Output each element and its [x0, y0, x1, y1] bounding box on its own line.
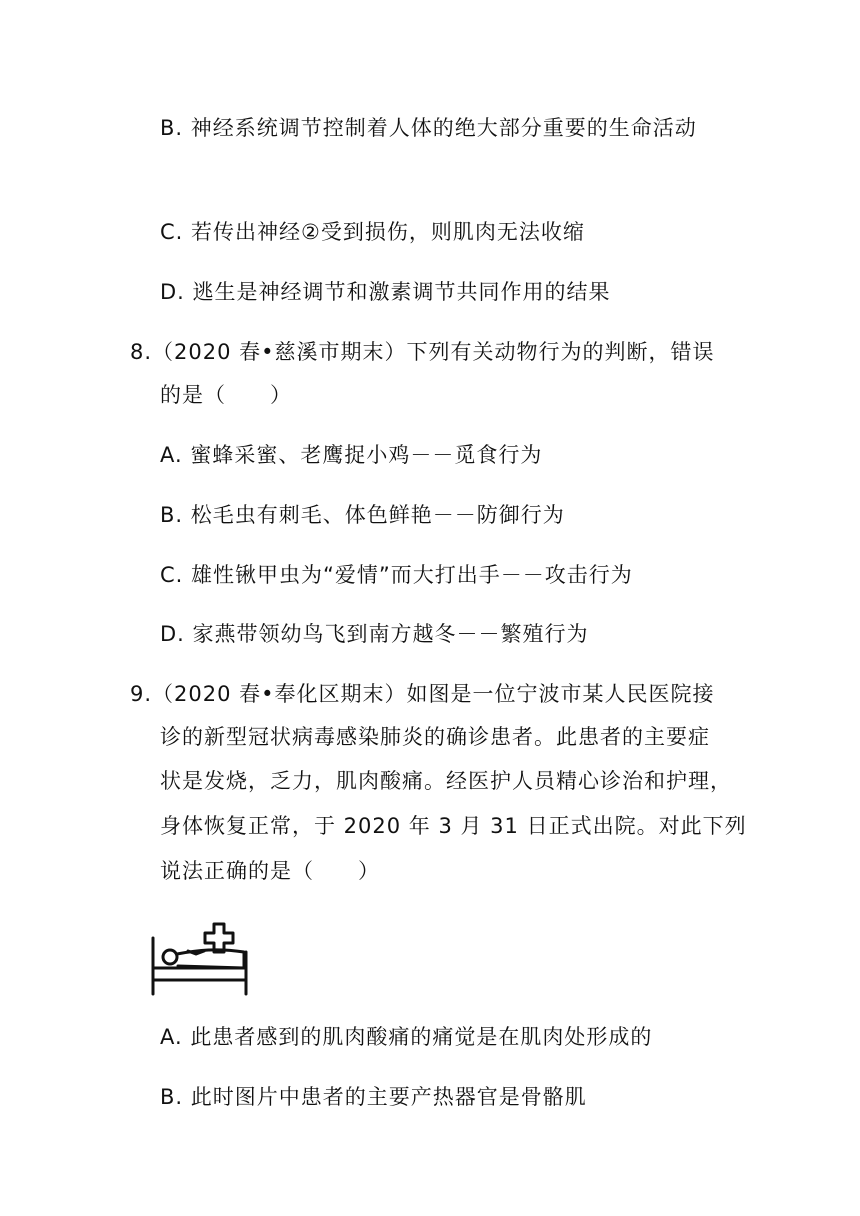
q8-stem-line-2: 的是（ ）: [160, 383, 292, 407]
q8-option-d: D. 家燕带领幼鸟飞到南方越冬－－繁殖行为: [160, 622, 589, 646]
q9-stem-line-1: 9.（2020 春•奉化区期末）如图是一位宁波市某人民医院接: [130, 682, 715, 706]
q9-option-b: B. 此时图片中患者的主要产热器官是骨骼肌: [160, 1085, 587, 1109]
q9-stem-line-4: 身体恢复正常，于 2020 年 3 月 31 日正式出院。对此下列: [160, 814, 747, 838]
hospital-bed-patient-icon: [148, 920, 252, 998]
q8-stem-line-1: 8.（2020 春•慈溪市期末）下列有关动物行为的判断，错误: [130, 340, 715, 364]
q9-stem-line-5: 说法正确的是（ ）: [160, 859, 380, 883]
q9-option-a: A. 此患者感到的肌肉酸痛的痛觉是在肌肉处形成的: [160, 1025, 653, 1049]
q8-option-a: A. 蜜蜂采蜜、老鹰捉小鸡－－觅食行为: [160, 443, 543, 467]
q8-option-b: B. 松毛虫有刺毛、体色鲜艳－－防御行为: [160, 503, 565, 527]
q9-stem-line-3: 状是发烧，乏力，肌肉酸痛。经医护人员精心诊治和护理，: [160, 769, 732, 793]
q8-option-c: C. 雄性锹甲虫为“爱情”而大打出手－－攻击行为: [160, 563, 633, 587]
q7-option-d: D. 逃生是神经调节和激素调节共同作用的结果: [160, 280, 611, 304]
q7-option-b: B. 神经系统调节控制着人体的绝大部分重要的生命活动: [160, 116, 697, 140]
q9-stem-line-2: 诊的新型冠状病毒感染肺炎的确诊患者。此患者的主要症: [160, 725, 710, 749]
q7-option-c: C. 若传出神经②受到损伤，则肌肉无法收缩: [160, 220, 585, 244]
